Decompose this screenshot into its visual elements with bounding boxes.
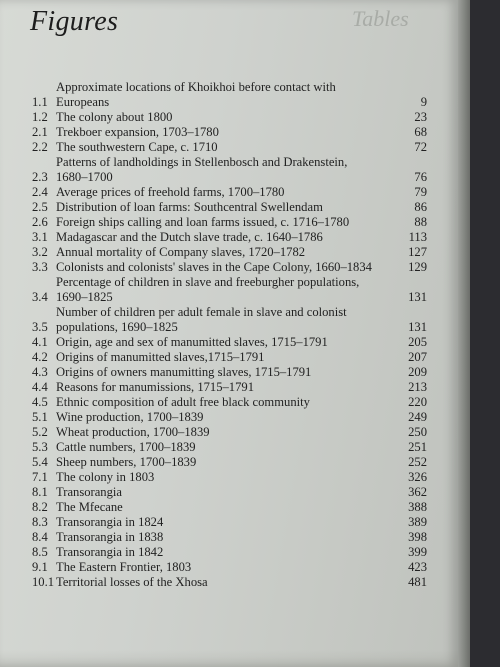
figure-number: 3.5 bbox=[32, 320, 48, 334]
figure-entry bbox=[32, 515, 427, 530]
figure-caption: Ethnic composition of adult free black community bbox=[56, 395, 310, 409]
figure-page-number: 131 bbox=[408, 290, 427, 304]
figure-number: 9.1 bbox=[32, 560, 48, 574]
figure-number: 2.6 bbox=[32, 215, 48, 229]
figure-entry bbox=[32, 185, 427, 200]
figure-page-number: 423 bbox=[408, 560, 427, 574]
figure-caption: Madagascar and the Dutch slave trade, c. 1640–1786 bbox=[56, 230, 323, 244]
figure-page-number: 76 bbox=[414, 170, 427, 184]
figure-page-number: 207 bbox=[408, 350, 427, 364]
figure-entry bbox=[32, 470, 427, 485]
figure-number: 5.1 bbox=[32, 410, 48, 424]
figure-number: 8.5 bbox=[32, 545, 48, 559]
figure-caption: Transorangia in 1838 bbox=[56, 530, 164, 544]
figure-caption: Trekboer expansion, 1703–1780 bbox=[56, 125, 219, 139]
figure-number: 5.4 bbox=[32, 455, 48, 469]
figure-caption: Percentage of children in slave and freeburgher populations, 1690–1825 bbox=[56, 275, 360, 304]
figure-number: 3.1 bbox=[32, 230, 48, 244]
figure-caption: Cattle numbers, 1700–1839 bbox=[56, 440, 196, 454]
figure-page-number: 213 bbox=[408, 380, 427, 394]
figure-entry bbox=[32, 305, 427, 335]
figure-entry bbox=[32, 80, 427, 110]
figure-number: 7.1 bbox=[32, 470, 48, 484]
figure-page-number: 389 bbox=[408, 515, 427, 529]
figure-number: 8.3 bbox=[32, 515, 48, 529]
figure-caption: Wheat production, 1700–1839 bbox=[56, 425, 210, 439]
figure-caption: Distribution of loan farms: Southcentral Swellendam bbox=[56, 200, 323, 214]
figure-page-number: 251 bbox=[408, 440, 427, 454]
next-page-edge bbox=[458, 0, 470, 667]
figure-page-number: 88 bbox=[414, 215, 427, 229]
figure-page-number: 250 bbox=[408, 425, 427, 439]
figure-entry bbox=[32, 545, 427, 560]
figure-entry bbox=[32, 200, 427, 215]
figure-page-number: 113 bbox=[408, 230, 427, 244]
figure-caption: Sheep numbers, 1700–1839 bbox=[56, 455, 197, 469]
figure-entry bbox=[32, 230, 427, 245]
figure-number: 8.4 bbox=[32, 530, 48, 544]
figure-entry bbox=[32, 485, 427, 500]
figure-entry bbox=[32, 140, 427, 155]
figure-entry bbox=[32, 110, 427, 125]
figure-entry bbox=[32, 500, 427, 515]
figure-number: 5.2 bbox=[32, 425, 48, 439]
figure-number: 2.1 bbox=[32, 125, 48, 139]
page-bottom-shadow bbox=[0, 650, 458, 667]
figure-entry bbox=[32, 350, 427, 365]
facing-page-heading: Tables bbox=[352, 6, 409, 31]
figure-number: 8.2 bbox=[32, 500, 48, 514]
figure-entry bbox=[32, 260, 427, 275]
figure-entry bbox=[32, 530, 427, 545]
figure-number: 3.3 bbox=[32, 260, 48, 274]
figure-entry bbox=[32, 380, 427, 395]
figure-entry bbox=[32, 425, 427, 440]
figure-entry bbox=[32, 395, 427, 410]
figure-number: 5.3 bbox=[32, 440, 48, 454]
figure-entry bbox=[32, 335, 427, 350]
figure-caption: Origin, age and sex of manumitted slaves, 1715–1791 bbox=[56, 335, 328, 349]
figure-page-number: 481 bbox=[408, 575, 427, 589]
figure-page-number: 209 bbox=[408, 365, 427, 379]
figure-caption: Transorangia in 1842 bbox=[56, 545, 164, 559]
figure-caption: Origins of manumitted slaves,1715–1791 bbox=[56, 350, 265, 364]
figure-entry bbox=[32, 575, 427, 590]
figure-caption: Annual mortality of Company slaves, 1720–1782 bbox=[56, 245, 306, 259]
figure-caption: Foreign ships calling and loan farms issued, c. 1716–1780 bbox=[56, 215, 350, 229]
figure-caption: Colonists and colonists' slaves in the Cape Colony, 1660–1834 bbox=[56, 260, 372, 274]
figure-number: 2.2 bbox=[32, 140, 48, 154]
figure-caption: Number of children per adult female in slave and colonist populations, 1690–1825 bbox=[56, 305, 347, 334]
figure-number: 3.4 bbox=[32, 290, 48, 304]
figure-caption: Reasons for manumissions, 1715–1791 bbox=[56, 380, 254, 394]
figure-page-number: 326 bbox=[408, 470, 427, 484]
figure-page-number: 127 bbox=[408, 245, 427, 259]
figure-entry bbox=[32, 125, 427, 140]
figure-page-number: 249 bbox=[408, 410, 427, 424]
figure-entry bbox=[32, 215, 427, 230]
figure-caption: The colony in 1803 bbox=[56, 470, 155, 484]
figure-entry bbox=[32, 560, 427, 575]
figure-page-number: 362 bbox=[408, 485, 427, 499]
figure-number: 8.1 bbox=[32, 485, 48, 499]
figure-page-number: 23 bbox=[414, 110, 427, 124]
figure-number: 1.1 bbox=[32, 95, 48, 109]
figure-entry bbox=[32, 155, 427, 185]
figure-entry bbox=[32, 275, 427, 305]
figure-page-number: 252 bbox=[408, 455, 427, 469]
page-title: Figures bbox=[30, 6, 119, 37]
figure-number: 3.2 bbox=[32, 245, 48, 259]
figure-caption: Patterns of landholdings in Stellenbosch and Drakenstein, 1680–1700 bbox=[56, 155, 348, 184]
figure-caption: Wine production, 1700–1839 bbox=[56, 410, 204, 424]
figure-page-number: 131 bbox=[408, 320, 427, 334]
figure-number: 10.1 bbox=[32, 575, 55, 589]
figure-number: 4.5 bbox=[32, 395, 48, 409]
figure-number: 2.3 bbox=[32, 170, 48, 184]
figure-caption: The colony about 1800 bbox=[56, 110, 173, 124]
figure-number: 4.1 bbox=[32, 335, 48, 349]
figure-page-number: 79 bbox=[414, 185, 427, 199]
figure-caption: The southwestern Cape, c. 1710 bbox=[56, 140, 218, 154]
figure-caption: Transorangia in 1824 bbox=[56, 515, 164, 529]
figure-page-number: 398 bbox=[408, 530, 427, 544]
figure-entry bbox=[32, 245, 427, 260]
figure-number: 1.2 bbox=[32, 110, 48, 124]
figure-page-number: 129 bbox=[408, 260, 427, 274]
figure-caption: Territorial losses of the Xhosa bbox=[56, 575, 208, 589]
figure-caption: Average prices of freehold farms, 1700–1780 bbox=[56, 185, 285, 199]
figure-entry bbox=[32, 440, 427, 455]
figure-number: 4.4 bbox=[32, 380, 48, 394]
figure-number: 4.2 bbox=[32, 350, 48, 364]
figure-number: 2.5 bbox=[32, 200, 48, 214]
figure-caption: The Mfecane bbox=[56, 500, 123, 514]
figure-page-number: 399 bbox=[408, 545, 427, 559]
figure-caption: Origins of owners manumitting slaves, 1715–1791 bbox=[56, 365, 312, 379]
figure-entry bbox=[32, 410, 427, 425]
figure-entry bbox=[32, 365, 427, 380]
figure-caption: Approximate locations of Khoikhoi before contact with Europeans bbox=[56, 80, 336, 109]
figure-number: 2.4 bbox=[32, 185, 48, 199]
figure-page-number: 220 bbox=[408, 395, 427, 409]
figure-page-number: 205 bbox=[408, 335, 427, 349]
figure-caption: Transorangia bbox=[56, 485, 122, 499]
figure-entry bbox=[32, 455, 427, 470]
figure-page-number: 388 bbox=[408, 500, 427, 514]
figure-number: 4.3 bbox=[32, 365, 48, 379]
figure-page-number: 68 bbox=[414, 125, 427, 139]
figure-caption: The Eastern Frontier, 1803 bbox=[56, 560, 192, 574]
figure-page-number: 9 bbox=[420, 95, 427, 109]
figure-page-number: 72 bbox=[414, 140, 427, 154]
figures-list bbox=[32, 80, 427, 590]
figure-page-number: 86 bbox=[414, 200, 427, 214]
